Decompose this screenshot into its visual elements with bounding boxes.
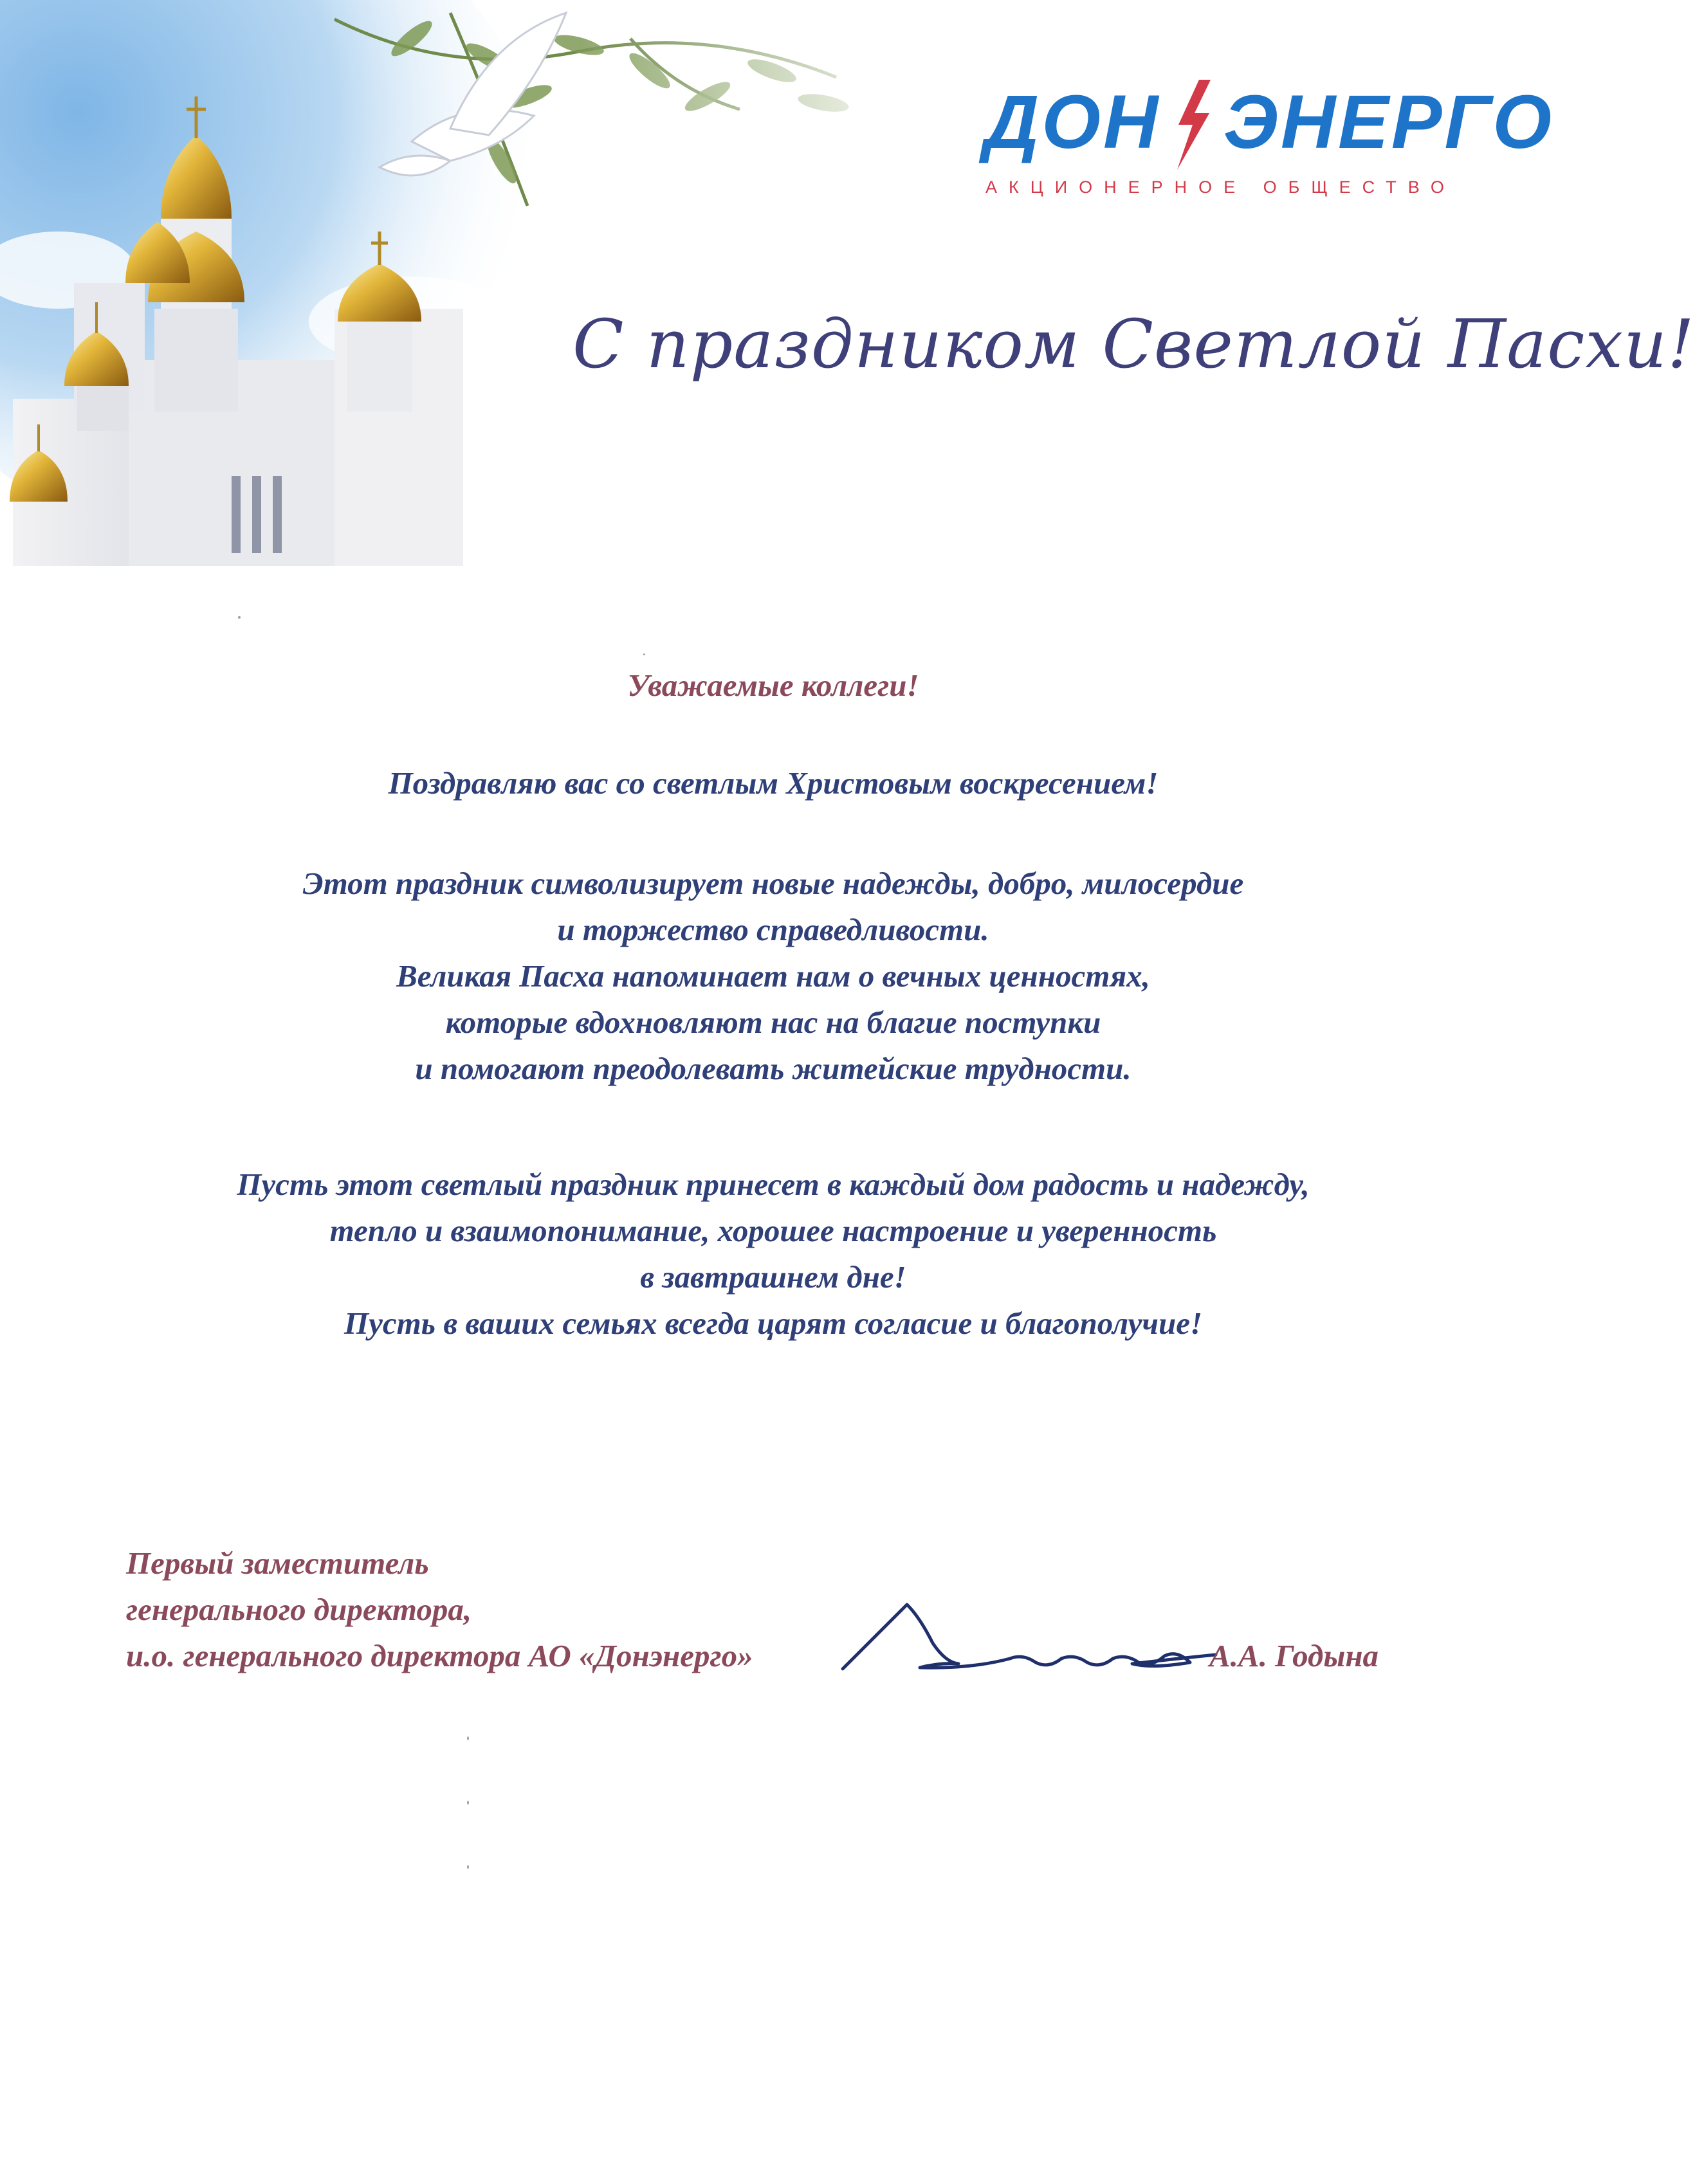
paragraph-line: в завтрашнем дне!: [640, 1259, 906, 1295]
paragraph-2: [64, 1161, 1482, 1347]
signatory-name: А.А. Годына: [1209, 1638, 1379, 1673]
scan-speck: [467, 1865, 469, 1869]
scan-speck: [643, 653, 645, 655]
signatory-title-line: генерального директора,: [126, 1592, 472, 1627]
scan-speck: [467, 1736, 469, 1740]
company-logo: [984, 80, 1555, 206]
congratulation-line: [64, 760, 1482, 806]
greeting-title: С праздником Светлой Пасхи!: [573, 305, 1695, 383]
signatory-title-line: Первый заместитель: [126, 1545, 429, 1581]
signatory-title-line: и.о. генерального директора АО «Донэнерго»: [126, 1638, 753, 1673]
paragraph-line: Этот праздник символизирует новые надежды, добро, милосердие: [302, 866, 1244, 901]
paragraph-1: [64, 860, 1482, 1092]
logo-subtitle: АКЦИОНЕРНОЕ ОБЩЕСТВО: [985, 177, 1456, 197]
paragraph-line: и торжество справедливости.: [557, 912, 989, 947]
scan-speck: [238, 616, 241, 619]
salutation: [64, 662, 1482, 709]
logo-word-right: ЭНЕРГО: [1223, 80, 1555, 165]
paragraph-line: которые вдохновляют нас на благие поступки: [445, 1005, 1101, 1040]
congratulation-text: Поздравляю вас со светлым Христовым воскресением!: [388, 765, 1159, 801]
paragraph-line: и помогают преодолевать житейские трудности.: [415, 1051, 1132, 1086]
paragraph-line: Великая Пасха напоминает нам о вечных ценностях,: [396, 958, 1150, 994]
lightning-bolt-icon: [1159, 80, 1223, 170]
scan-speck: [467, 1801, 469, 1805]
paragraph-line: Пусть этот светлый праздник принесет в каждый дом радость и надежду,: [237, 1167, 1310, 1202]
paragraph-line: Пусть в ваших семьях всегда царят согласие и благополучие!: [344, 1306, 1203, 1341]
handwritten-signature: [830, 1592, 1229, 1688]
salutation-text: Уважаемые коллеги!: [627, 668, 919, 703]
signatory-title: [126, 1540, 898, 1679]
logo-word-left: ДОН: [984, 80, 1161, 165]
paragraph-line: тепло и взаимопонимание, хорошее настроение и уверенность: [329, 1213, 1217, 1248]
